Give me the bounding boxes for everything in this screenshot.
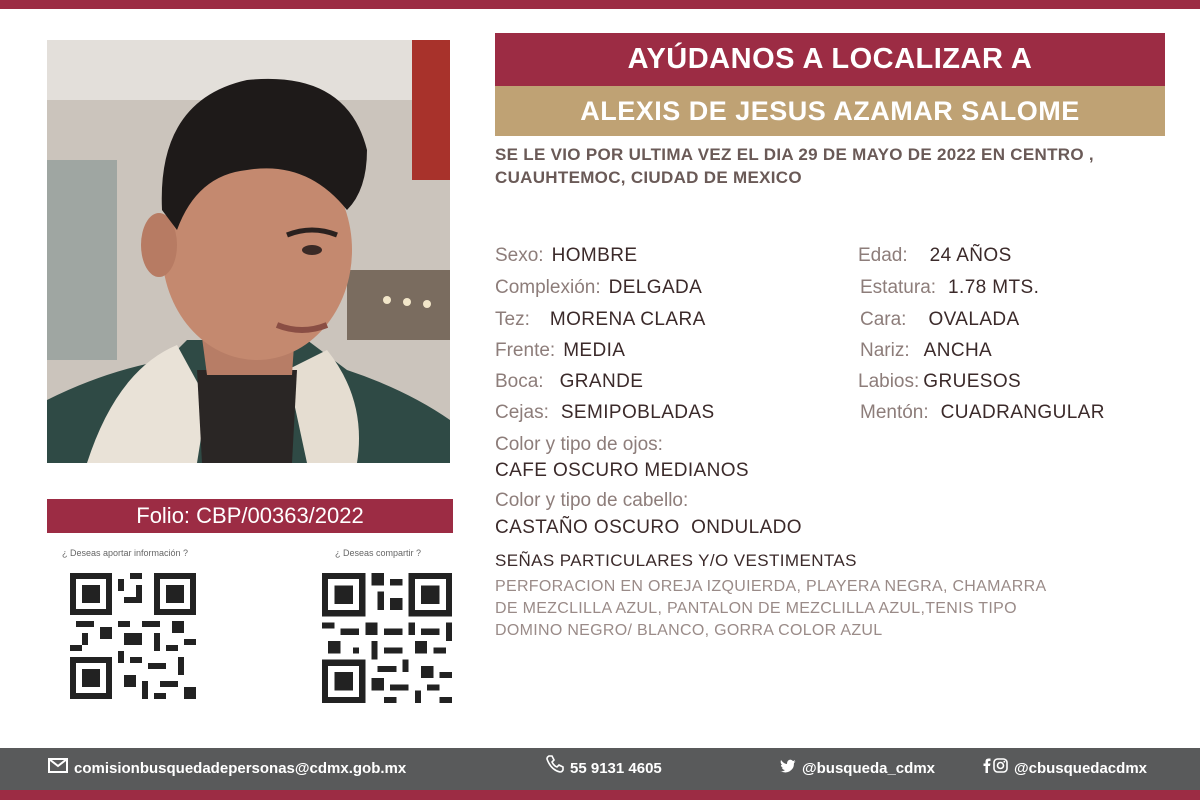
footer-social[interactable]: @cbusquedacdmx (983, 748, 1147, 790)
footer-twitter[interactable]: @busqueda_cdmx (780, 748, 935, 790)
trait-boca: Boca: GRANDE (495, 371, 644, 392)
name-banner: ALEXIS DE JESUS AZAMAR SALOME (495, 86, 1165, 136)
phone-icon (546, 748, 564, 790)
trait-menton: Mentón: CUADRANGULAR (860, 402, 1105, 423)
footer-phone[interactable]: 55 9131 4605 (546, 748, 662, 790)
footer-email[interactable]: comisionbusquedadepersonas@cdmx.gob.mx (48, 748, 406, 790)
footer-contact-bar (0, 748, 1200, 790)
trait-cara: Cara: OVALADA (860, 309, 1020, 330)
senas-text: PERFORACION EN OREJA IZQUIERDA, PLAYERA NEGRA, CHAMARRA DE MEZCLILLA AZUL, PANTALON DE MEZCLILLA AZUL,TENIS TIPO DOMINO NEGRO/ BLANCO, GORRA COLOR AZUL (495, 578, 1046, 639)
trait-nariz: Nariz: ANCHA (860, 340, 993, 361)
trait-edad: Edad: 24 AÑOS (858, 245, 1012, 266)
top-accent-bar (0, 0, 1200, 9)
qr-info-label: ¿ Deseas aportar información ? (62, 548, 189, 558)
facebook-icon (983, 748, 991, 790)
trait-tez: Tez: MORENA CLARA (495, 309, 706, 330)
trait-frente: Frente: MEDIA (495, 340, 626, 361)
cabello-label: Color y tipo de cabello: (495, 490, 689, 511)
trait-cejas: Cejas: SEMIPOBLADAS (495, 402, 715, 423)
trait-estatura: Estatura: 1.78 MTS. (860, 277, 1040, 298)
instagram-icon (993, 748, 1008, 790)
twitter-icon (780, 748, 796, 790)
cabello-value: CASTAÑO OSCURO ONDULADO (495, 517, 802, 538)
qr-code-info[interactable] (70, 573, 196, 704)
last-seen-text: SE LE VIO POR ULTIMA VEZ EL DIA 29 DE MAYO DE 2022 EN CENTRO , CUAUHTEMOC, CIUDAD DE MEXICO (495, 145, 1094, 187)
trait-labios: Labios: GRUESOS (858, 371, 1022, 392)
ojos-value: CAFE OSCURO MEDIANOS (495, 460, 749, 481)
person-photo (47, 40, 450, 463)
email-icon (48, 748, 68, 790)
trait-sexo: Sexo: HOMBRE (495, 245, 638, 266)
ojos-label: Color y tipo de ojos: (495, 434, 663, 455)
title-banner: AYÚDANOS A LOCALIZAR A (495, 33, 1165, 86)
folio-label: Folio: CBP/00363/2022 (47, 499, 453, 533)
senas-title: SEÑAS PARTICULARES Y/O VESTIMENTAS (495, 551, 857, 570)
qr-share-label: ¿ Deseas compartir ? (335, 548, 422, 558)
bottom-accent-bar (0, 790, 1200, 800)
qr-code-share[interactable] (322, 573, 452, 708)
trait-complexion: Complexión: DELGADA (495, 277, 703, 298)
